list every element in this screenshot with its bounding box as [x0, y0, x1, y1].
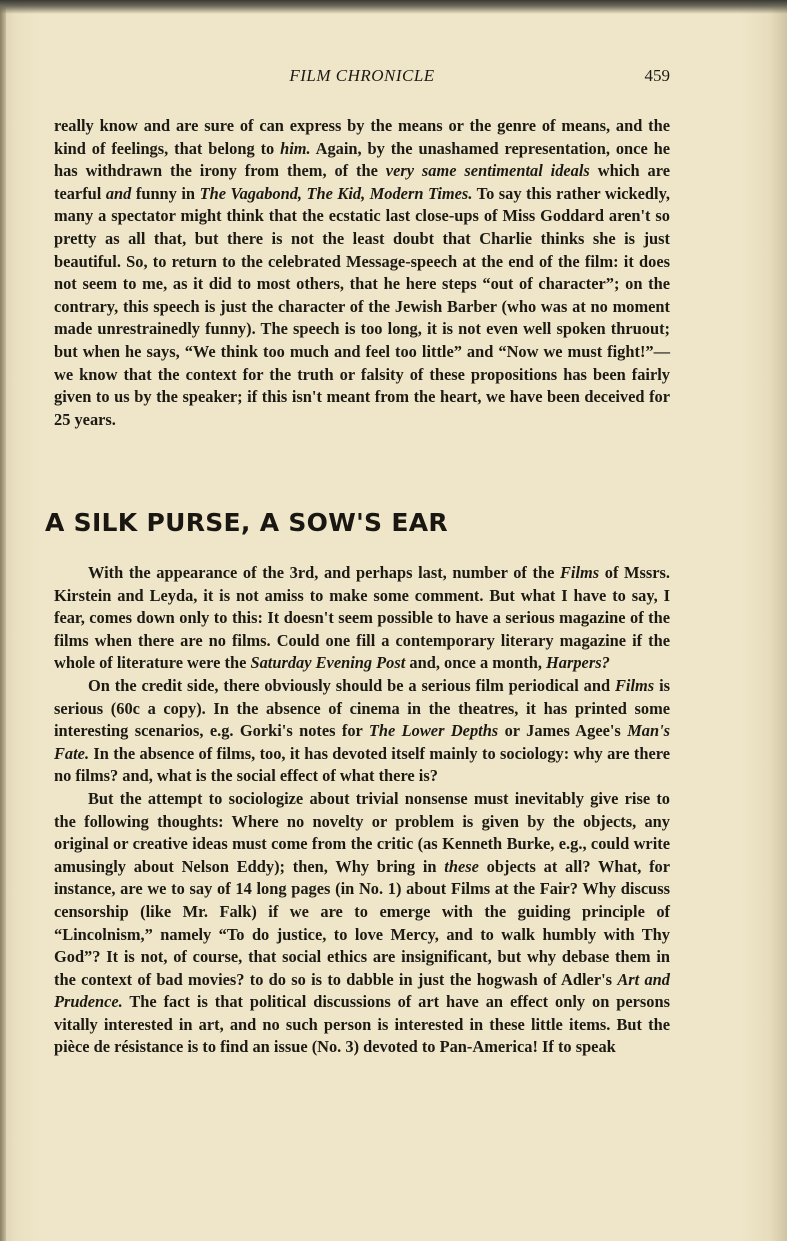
text-run: which are tearful — [54, 161, 671, 203]
italic-run: and — [105, 183, 132, 203]
text-run: funny in — [131, 183, 200, 203]
page-top-shadow — [0, 0, 787, 14]
italic-run: The Vagabond, The Kid, Modern Times. — [199, 183, 473, 203]
text-run: In the absence of films, too, it has devoted itself mainly to sociology: why are there no films? and, what is the social effect of what there is? — [54, 743, 670, 786]
text-run: is serious (60c a copy). In the absence of cinema in the theatres, it has printed some interesting scenarios, e.g. Gorki's notes for — [54, 675, 670, 741]
section-heading: A SILK PURSE, A SOW'S EAR — [45, 508, 448, 537]
italic-run: Saturday Evening Post — [250, 653, 406, 673]
running-title: FILM CHRONICLE — [289, 66, 435, 85]
text-run: With the appearance of the 3rd, and perhaps last, number of the — [88, 563, 560, 582]
paragraph — [54, 675, 670, 788]
text-run: really know and are sure of can express by the means or the genre of means, and the kind of feelings, that belong to — [54, 116, 670, 158]
text-run: and, once a month, — [405, 653, 547, 673]
italic-run: Films — [559, 563, 600, 582]
italic-run: very same sentimental ideals — [385, 161, 590, 181]
body-text-section — [54, 562, 670, 1059]
text-run: On the credit side, there obviously should be a serious film periodical and — [88, 675, 615, 695]
italic-run: Man's Fate. — [54, 721, 671, 763]
italic-run: Films — [615, 675, 655, 695]
italic-run: Art and Prudence. — [54, 969, 670, 1012]
text-run: The fact is that political discussions of art have an effect only on persons vitally interested in art, and no such person is interested in these little items. But the pièce de résistance is to find an issue (No. 3) devoted to Pan-America! If to speak — [54, 992, 670, 1057]
text-run: objects at all? What, for instance, are we to say of 14 long pages (in No. 1) about Films at the Fair? Why discuss censorship (like Mr. Falk) if we are to emerge with the guiding principle of “Lincolnism,” namely “To do justice, to love Mercy, and to walk humbly with Thy God”? It is not, of course, that social ethics are insignificant, but why debase them in the context of bad movies? to do so is to dabble in just the hogwash of Adler's — [54, 856, 670, 989]
text-run: But the attempt to sociologize about trivial nonsense must inevitably give rise to the following thoughts: Where no novelty or problem is given by the objects, any original or creative ideas must come from the critic (as Kenneth Burke, e.g., could write amusingly about Nelson Eddy); then, Why bring in — [54, 788, 670, 876]
text-run: or James Agee's — [498, 721, 628, 741]
paragraph — [54, 788, 670, 1059]
text-run: Again, by the unashamed representation, once he has withdrawn the irony from them, of the — [54, 138, 670, 181]
italic-run: Harpers? — [546, 653, 610, 673]
page-number: 459 — [644, 66, 670, 85]
book-spine-edge — [0, 0, 6, 1241]
italic-run: these — [444, 856, 479, 876]
text-run: To say this rather wickedly, many a spectator might think that the ecstatic last close-ups of Miss Goddard aren't so pretty as all that, but there is not the least doubt that Charlie thinks she is just beautiful. So, to return to the celebrated Message-speech at the end of the film: it does not seem to me, as it did to most others, that he here steps “out of character”; on the contrary, this speech is just the character of the Jewish Barber (who was at no moment made unrestrainedly funny). The speech is too long, it is not even well spoken thruout; but when he says, “We think too much and feel too little” and “Now we must fight!”—we know that the context for the truth or falsity of these propositions has been fairly given to us by the speaker; if this isn't meant from the heart, we have been deceived for 25 years. — [54, 183, 670, 429]
text-run: of Mssrs. Kirstein and Leyda, it is not amiss to make some comment. But what I have to say, I fear, comes down only to this: It doesn't seem possible to have a serious magazine of the films when there are no films. Could one fill a contemporary literary magazine if the whole of literature were the — [54, 563, 670, 673]
body-text-top — [54, 115, 670, 431]
italic-run: him. — [280, 138, 311, 158]
italic-run: The Lower Depths — [368, 721, 499, 741]
paragraph-continued — [54, 115, 670, 431]
paragraph — [54, 562, 670, 675]
running-header — [54, 66, 670, 90]
